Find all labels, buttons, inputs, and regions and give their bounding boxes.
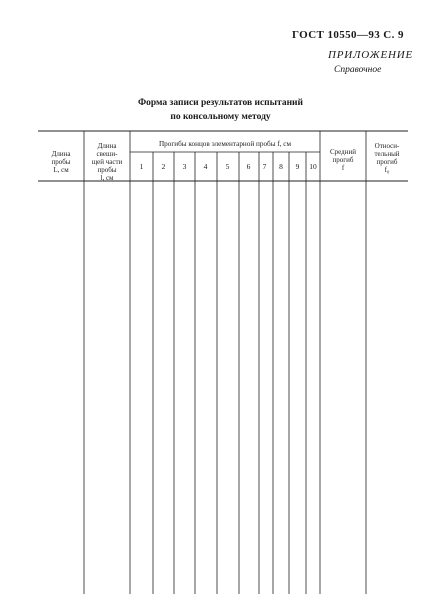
form-title-line1: Форма записи результатов испытаний <box>137 98 304 108</box>
deflection-number: 4 <box>203 162 208 171</box>
col-relative-header <box>366 142 408 174</box>
col-avg-line: Средний <box>330 148 356 156</box>
col-free-line: щей части <box>91 158 123 166</box>
col-length-line: L, см <box>53 166 69 174</box>
col-deflections-header: Прогибы концов элементарной пробы f, см <box>158 140 292 148</box>
deflection-number: 10 <box>309 162 317 171</box>
col-rel-line: прогиб <box>376 158 398 166</box>
col-avg-line: f <box>341 164 345 172</box>
standard-header: ГОСТ 10550—93 С. 9 <box>292 29 404 41</box>
col-avg-line: прогиб <box>332 156 354 164</box>
col-rel-line: тельный <box>374 150 400 158</box>
col-average-header <box>320 148 366 172</box>
deflection-number: 5 <box>225 162 230 171</box>
col-length-line: пробы <box>51 158 71 166</box>
deflection-number: 3 <box>182 162 187 171</box>
col-free-length-header <box>84 142 130 182</box>
form-title-line2: по консольному методу <box>170 112 271 122</box>
deflection-number: 7 <box>262 162 267 171</box>
col-rel-line: Относи- <box>374 142 400 150</box>
col-free-line: свеши- <box>96 150 118 158</box>
appendix-type: Справочное <box>334 65 382 75</box>
deflection-number: 9 <box>295 162 300 171</box>
col-rel-line: f₀ <box>384 166 390 174</box>
deflection-number: 6 <box>246 162 251 171</box>
col-free-line: Длина <box>97 142 117 150</box>
deflection-number: 8 <box>279 162 283 171</box>
appendix-title: ПРИЛОЖЕНИЕ <box>328 49 413 61</box>
col-length-line: Длина <box>51 150 71 158</box>
col-free-line: пробы <box>97 166 117 174</box>
deflection-number: 1 <box>139 162 144 171</box>
col-length-header <box>38 150 84 174</box>
deflection-number: 2 <box>161 162 166 171</box>
col-free-line: l, см <box>100 174 114 182</box>
